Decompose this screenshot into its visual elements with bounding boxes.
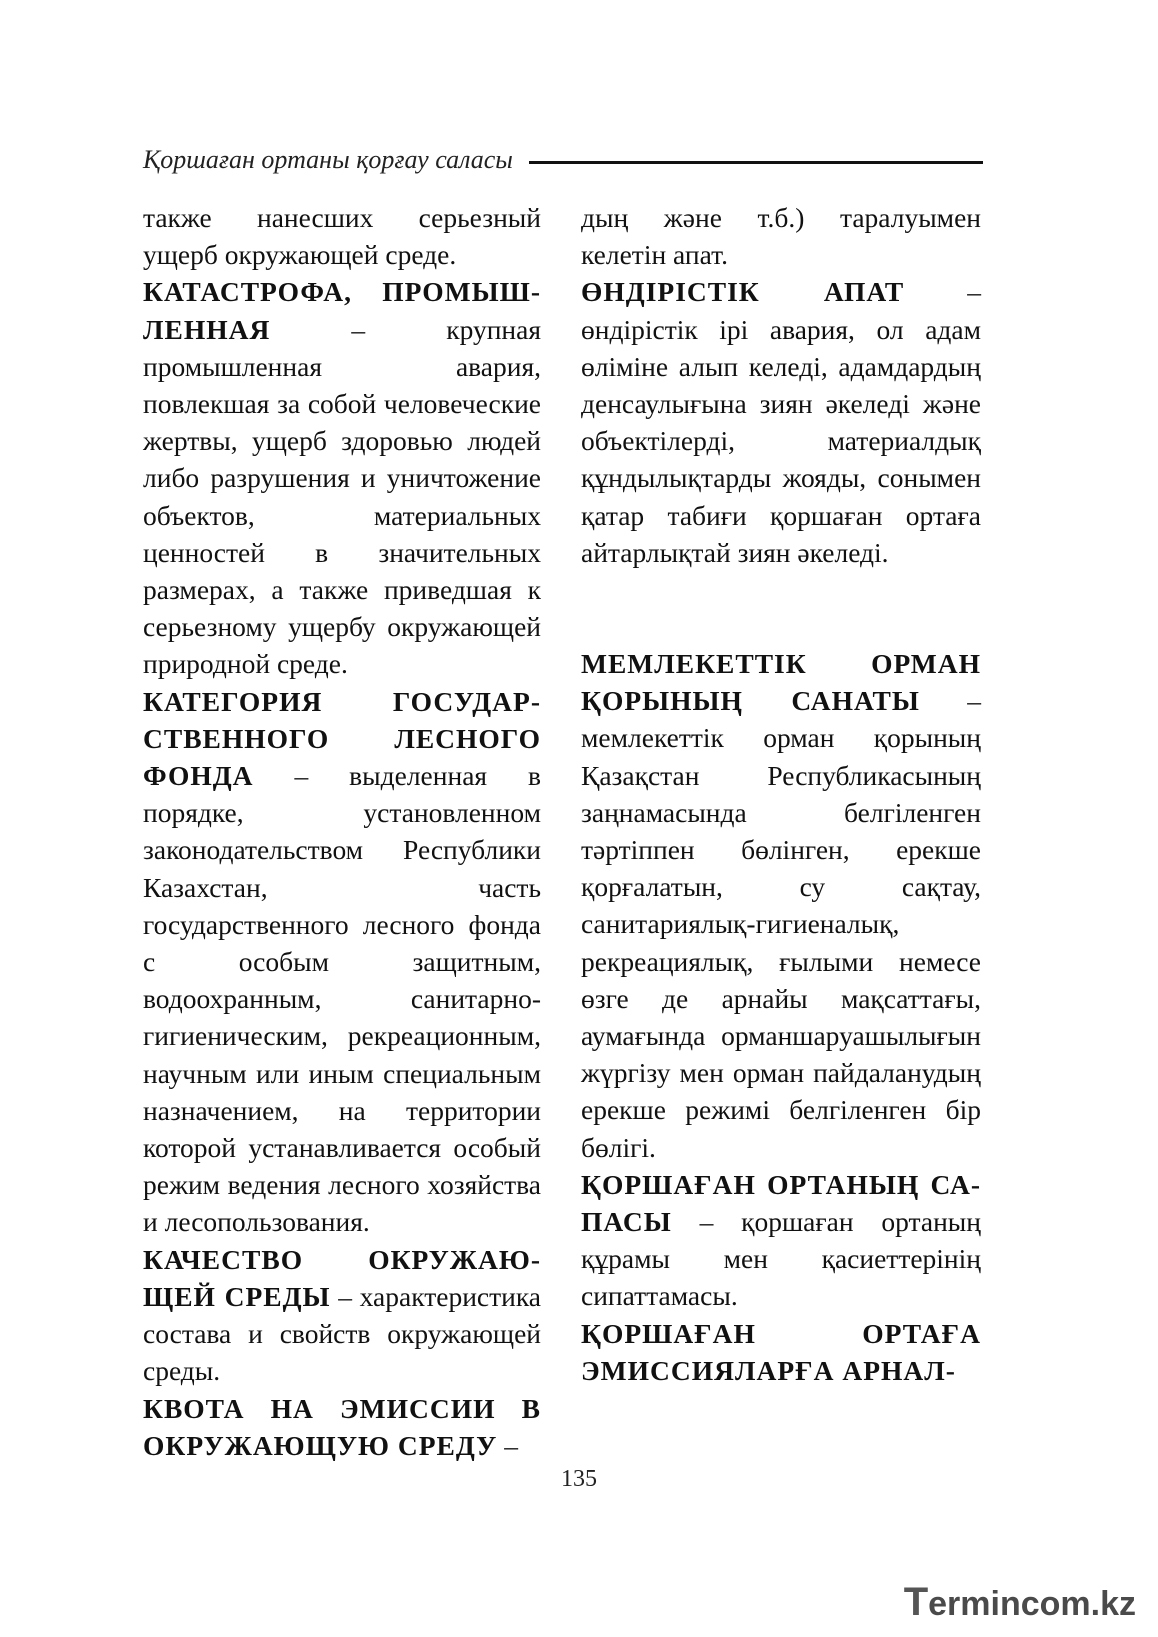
entry-definition: – крупная промышленная авария, повлекшая за собой человеческие жертвы, ущерб здоровью людей либо разрушения и уничтожение объектов, материальных ценностей в значительных размерах, а также приведшая к серьезному ущербу окружающей природной среде. <box>143 313 541 680</box>
glossary-entry <box>143 1390 541 1464</box>
watermark-initial: T <box>903 1580 929 1624</box>
entry-definition: – выделенная в порядке, установленном законодательством Республики Казахстан, часть государственного лесного фонда с особым защитным, водоохранным, санитарно-гигиеническим, рекреационным, научным или иным специальным назначением, на территории которой устанавливается особый режим ведения лесного хозяйства и лесопользования. <box>143 760 541 1238</box>
page-number: 135 <box>561 1466 597 1492</box>
running-header <box>143 140 983 180</box>
entry-term: КАЧЕСТВО ОКРУЖАЮ-ЩЕЙ СРЕДЫ <box>143 1243 541 1312</box>
entry-definition: – мемлекеттік орман қорының Қазақстан Республикасының заңнамасында белгіленген тәртіппен бөлінген, ерекше қорғалатын, су сақтау, санитариялық-гигиеналық, рекреациялық, ғылыми немесе өзге де арнайы мақсаттағы, аумағында орманшаруашылығын жүргізу мен орман пайдаланудың ерекше режимі белгіленген бір бөлігі. <box>581 685 981 1163</box>
entry-term: ӨНДІРІСТІК АПАТ <box>581 276 905 308</box>
entry-definition: – <box>497 1429 518 1461</box>
entry-term: МЕМЛЕКЕТТІК ОРМАН ҚОРЫНЫҢ САНАТЫ <box>581 648 981 717</box>
left-column <box>143 199 541 1464</box>
glossary-entry <box>581 273 981 571</box>
glossary-entry <box>143 1241 541 1390</box>
entry-definition: дың және т.б.) таралуымен келетін апат. <box>581 202 981 271</box>
glossary-entry <box>581 1166 981 1315</box>
entry-term: ҚОРШАҒАН ОРТАҒА ЭМИССИЯЛАРҒА АРНАЛ- <box>581 1317 981 1386</box>
watermark-logo <box>904 1580 1136 1625</box>
glossary-entry <box>581 199 981 273</box>
entry-definition: – өндірістік ірі авария, ол адам өліміне алып келеді, адамдардың денсаулығына зиян әкеледі және объектілерді, материалдық құндылықтарды жояды, сонымен қатар табиғи қоршаған ортаға айтарлықтай зиян әкеледі. <box>581 276 981 568</box>
entry-term: КВОТА НА ЭМИССИИ В ОКРУЖАЮЩУЮ СРЕДУ <box>143 1392 541 1461</box>
header-rule <box>529 161 983 164</box>
glossary-entry <box>143 199 541 273</box>
entry-definition: – характеристика состава и свойств окружающей среды. <box>143 1280 541 1387</box>
glossary-entry <box>143 273 541 682</box>
column-gap <box>581 571 981 645</box>
glossary-entry <box>581 645 981 1166</box>
entry-definition: также нанесших серьезный ущерб окружающей среде. <box>143 202 541 271</box>
entry-definition: – қоршаған ортаның құрамы мен қасиеттерінің сипаттамасы. <box>581 1206 981 1312</box>
right-column <box>581 199 981 1389</box>
glossary-entry <box>581 1315 981 1389</box>
glossary-entry <box>143 683 541 1241</box>
entry-term: КАТЕГОРИЯ ГОСУДАР-СТВЕННОГО ЛЕСНОГО ФОНДА <box>143 685 541 792</box>
entry-term: ҚОРШАҒАН ОРТАНЫҢ СА-ПАСЫ <box>581 1168 981 1238</box>
running-header-title: Қоршаған ортаны қорғау саласы <box>143 145 513 174</box>
watermark-text: ermincom.kz <box>928 1585 1136 1623</box>
entry-term: КАТАСТРОФА, ПРОМЫШ-ЛЕННАЯ <box>143 276 541 345</box>
